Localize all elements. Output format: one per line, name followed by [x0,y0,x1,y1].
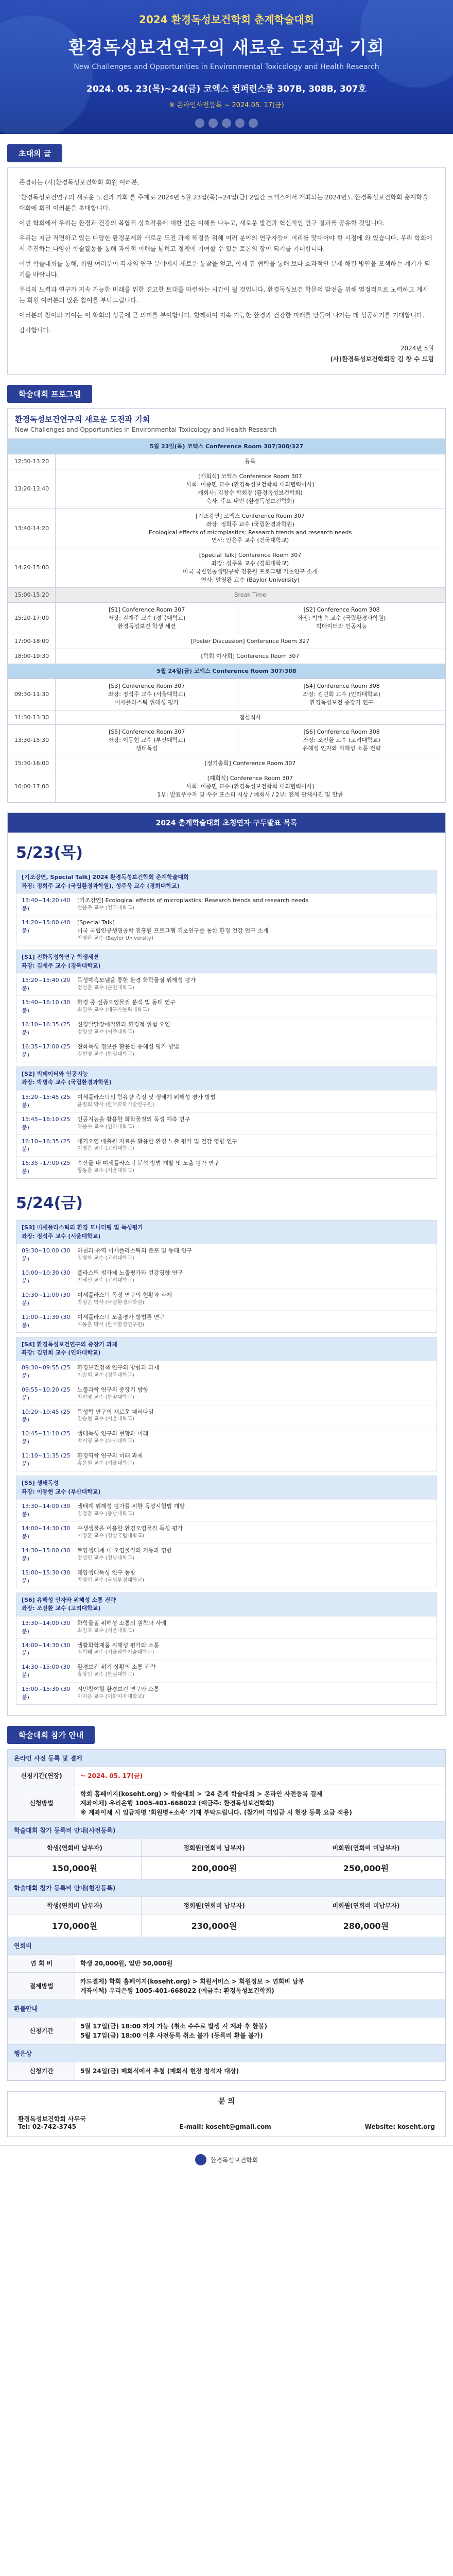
talk-title: 진화독성 정보를 활용한 유해성 평가 방법 [77,1043,180,1050]
talk-info [77,1269,431,1285]
talk-time: 11:10~11:35 (25분) [22,1452,71,1468]
contact-box [7,2091,446,2137]
table-header-row [8,1839,445,1857]
sponsor-logos [0,118,453,128]
talk-time: 13:30~14:00 (30분) [22,1503,71,1518]
talk-row [16,1310,437,1332]
session-heading: [기조강연, Special Talk] 2024 환경독성보건학회 춘계학술대회 좌장: 정희주 교수 (국립환경과학원), 성주욱 교수 (경희대학교) [16,870,437,893]
talk-time: 16:35~17:00 (25분) [22,1160,71,1175]
program-item: 점심식사 [56,710,445,725]
program-time: 17:00-18:00 [8,634,56,649]
session-heading: [S4] 환경독성보건연구의 중장기 과제 좌장: 김민회 교수 (인하대학교) [16,1337,437,1361]
talk-row [16,1244,437,1266]
program-item: [S3] Conference Room 307 좌장: 정석주 교수 (서울대학교) 미세플라스틱 위해성 평가 [56,679,238,710]
talk-time: 09:55~10:20 (25분) [22,1386,71,1401]
talk-row [16,1660,437,1682]
fee-value: 280,000원 [287,1914,445,1937]
invite-paragraph: 이번 학회에서 우리는 환경과 건강의 복합적 상호작용에 대한 깊은 이해를 나누고, 새로운 발견과 혁신적인 연구 결과를 공유할 것입니다. [19,219,385,227]
talk-info [77,1093,431,1110]
invite-paragraph: '환경독성보건연구의 새로운 도전과 기회'를 주제로 2024년 5월 23일(목)~24일(금) 2일간 코엑스에서 개최되는 2024년도 환경독성보건학회 춘계학술대회에 회원 여러분을 초대합니다. [19,194,428,212]
talk-title: [Special Talk] 미국 국립인공생명공학 진흥원 프로그램 기초연구를 통한 환경 건강 연구 소개 [77,919,269,934]
hero-banner [0,0,453,134]
talk-speaker: 홍상민 교수 (한림대학교) [77,1672,134,1678]
row-label: 연 회 비 [8,1955,75,1973]
talk-time: 15:45~16:10 (25분) [22,1115,71,1131]
talk-row [16,916,437,945]
talk-title: [기조강연] Ecological effects of microplastics: Research trends and research needs [77,897,308,904]
talk-time: 16:35~17:00 (25분) [22,1043,71,1058]
talk-info [77,1408,431,1425]
talk-title: 생태계 위해성 평가를 위한 독성시험법 개발 [77,1503,185,1510]
program-item: [개회식] 코엑스 Conference Room 307 사회: 이종민 교수 (환경독성보건학회 대외협력이사) 개회사: 김창수 학회장 (환경독성보건학회) 축사: 주요 내빈 (환경독성보건학회) [56,469,445,509]
talk-time: 15:00~15:30 (30분) [22,1686,71,1701]
fee-online-heading: 학술대회 참가 등록비 안내(사전등록) [8,1822,445,1839]
program-time: 16:00-17:00 [8,771,56,803]
talk-info [77,1386,431,1402]
program-row [8,469,445,509]
contact-tel: Tel: 02-742-3745 [18,2123,76,2131]
talk-title: 수생생물을 이용한 환경오염물질 독성 평가 [77,1525,183,1532]
session-block [16,1476,437,1588]
program-item: [정기총회] Conference Room 307 [56,756,445,771]
table-row [8,2062,445,2080]
talk-speaker: 안윤주 교수 (건국대학교) [77,905,134,911]
talk-info [77,976,431,993]
invited-talks [7,812,446,1716]
talk-title: 미세플라스틱의 함유량 측정 및 생태계 위해성 평가 방법 [77,1093,216,1100]
talk-speaker: 윤병희 박사 (한국과학기술연구원) [77,1101,154,1108]
talk-row [16,1112,437,1134]
talk-speaker: 김승현 교수 (서울대학교) [77,1416,134,1422]
table-row [8,1785,445,1822]
invite-paragraph: 우리는 지금 직면하고 있는 다양한 환경문제와 새로운 도전 과제 해결을 위해 여러 분야의 연구자들이 머리를 맞대어야 할 시점에 와 있습니다. 우리 학회에서 추진하는 다양한 학술활동을 통해 과학적 이해를 넓히고 정책에 기여할 수 있는 토론의 장이 되기를 기대합니다. [19,234,432,252]
fee-value: 150,000원 [8,1857,142,1879]
lucky-draw-table [8,2062,445,2080]
fee-header: 비회원(연회비 미납부자) [287,1897,445,1914]
invite-paragraph: 감사합니다. [19,327,51,334]
sponsor-logo-icon [222,118,231,128]
talk-info [77,896,431,913]
talk-speaker: 김기태 교수 (서울과학기술대학교) [77,1650,154,1656]
talk-title: 하천과 유역 미세플라스틱의 분포 및 동태 연구 [77,1247,192,1255]
talk-info [77,1291,431,1308]
program-time: 14:20-15:00 [8,548,56,588]
talk-speaker: 최진영 교수 (한양대학교) [77,1394,134,1400]
talk-info [77,1138,431,1154]
program-time: 11:30-13:30 [8,710,56,725]
sponsor-logo-icon [208,118,218,128]
session-block [16,950,437,1062]
invite-date: 2024년 5월 [400,345,434,352]
program-item: [S4] Conference Room 308 좌장: 김민회 교수 (인하대학교) 환경독성보건 중장기 연구 [238,679,445,710]
invite-paragraph: 존경하는 (사)환경독성보건학회 회원 여러분, [19,179,140,186]
fee-value: 230,000원 [141,1914,287,1937]
program-header [8,409,445,439]
talk-time: 15:20~15:40 (20분) [22,977,71,992]
program-item: Break Time [56,588,445,603]
registration-deadline: ※ 온라인사전등록 ~ 2024.05. 17(금) [169,101,284,109]
talk-row [16,1288,437,1310]
fee-header: 비회원(연회비 미납부자) [287,1839,445,1857]
program-row [8,454,445,469]
program-item: [S1] Conference Room 307 좌장: 김재주 교수 (경북대학교) 환경독성보건 학생 세션 [56,603,238,634]
program-row [8,634,445,649]
row-label: 결제방법 [8,1973,75,2000]
session-block [16,1337,437,1471]
fee-value: 170,000원 [8,1914,142,1937]
lucky-draw-value: 5월 24일(금) 폐회식에서 추첨 (폐회식 현장 참석자 대상) [75,2062,445,2080]
program-item: 등록 [56,454,445,469]
session-block [16,1592,437,1705]
talk-time: 14:00~14:30 (30분) [22,1641,71,1657]
talk-speaker: 정영선 교수 (여주대학교) [77,1029,134,1035]
program-row [8,756,445,771]
lucky-draw-heading: 행운상 [8,2045,445,2062]
invited-talks-heading: 2024 춘계학술대회 초청연자 구두발표 목록 [8,813,445,833]
program-row [8,771,445,803]
talk-speaker: 이영은 교수 (고려대학교) [77,1146,134,1152]
program-item: [학회 이사회] Conference Room 307 [56,649,445,664]
talk-info [77,1452,431,1468]
talk-speaker: 최진우 교수 (대구가톨릭대학교) [77,1007,149,1013]
talk-time: 15:20~15:45 (25분) [22,1093,71,1109]
talk-row [16,1427,437,1449]
program-row [8,725,445,756]
talk-row [16,1544,437,1566]
talk-speaker: 이지은 교수 (이화여자대학교) [77,1694,145,1700]
program-item: [S2] Conference Room 308 좌장: 박병숙 교수 (국립환경과학원) 빅데이터와 인공지능 [238,603,445,634]
talk-time: 14:00~14:30 (30분) [22,1525,71,1540]
talk-speaker: 박성준 박사 (국립환경과학원) [77,1299,145,1306]
talk-speaker: 박경민 교수 (국립부경대학교) [77,1577,145,1583]
talk-title: 생활화학제품 위해성 평가와 소통 [77,1641,160,1649]
program-title: 환경독성보건연구의 새로운 도전과 기회 [15,415,150,424]
talk-title: 토양생태계 내 오염물질의 거동과 영향 [77,1547,172,1554]
program-day-label: 5월 24일(금) 코엑스 Conference Room 307/308 [8,664,445,679]
talk-title: 플라스틱 첨가제 노출평가와 건강영향 연구 [77,1269,183,1277]
talk-row [16,1638,437,1660]
event-date: 2024. 05. 23(목)~24(금) 코엑스 컨퍼런스룸 307B, 308B, 307호 [86,84,367,94]
talk-title: 수산물 내 미세플라스틱 분석 방법 개발 및 노출 평가 연구 [77,1160,219,1167]
talk-time: 13:40~14:20 (40분) [22,897,71,912]
talk-speaker: 박지영 교수 (부산대학교) [77,1438,134,1445]
talk-title: 생태독성 연구의 현황과 미래 [77,1430,149,1437]
program-row [8,649,445,664]
talk-time: 15:40~16:10 (30분) [22,999,71,1014]
talk-title: 환경보건 위기 상황의 소통 전략 [77,1664,156,1671]
talk-row [16,1156,437,1178]
talk-info [77,1115,431,1132]
program-item: [Poster Discussion] Conference Room 327 [56,634,445,649]
program-time: 18:00-19:30 [8,649,56,664]
talk-info [77,1159,431,1176]
talk-speaker: 하종수 교수 (인하대학교) [77,1124,134,1130]
talk-speaker: 안영완 교수 (Baylor University) [77,935,153,941]
talk-time: 15:00~15:30 (30분) [22,1569,71,1584]
fee-onsite-heading: 학술대회 참가 등록비 안내(현장등록) [8,1879,445,1896]
program-time: 15:20-17:00 [8,603,56,634]
talk-info [77,919,431,942]
program-time: 13:20-13:40 [8,469,56,509]
contact-org: 환경독성보건학회 사무국 [18,2115,86,2123]
talk-info [77,1547,431,1563]
talk-time: 10:00~10:30 (30분) [22,1269,71,1285]
annual-fee-table [8,1954,445,2000]
event-subtitle: New Challenges and Opportunities in Environmental Toxicology and Health Research [74,63,379,71]
contact-row [8,2110,445,2137]
program-row [8,603,445,634]
table-row [8,1973,445,2000]
talk-row [16,1018,437,1040]
talk-row [16,1499,437,1521]
day2-sessions [8,1220,445,1705]
table-row [8,1914,445,1937]
table-row [8,1857,445,1879]
contact-title: 문 의 [218,2097,235,2106]
talk-info [77,1641,431,1658]
talk-title: 시민참여형 환경보건 연구와 소통 [77,1686,160,1693]
talk-time: 14:30~15:00 (30분) [22,1664,71,1679]
talk-title: 화학물질 위해성 소통의 원칙과 사례 [77,1619,167,1626]
row-label: 신청기간 [8,2062,75,2080]
talk-time: 11:00~11:30 (30분) [22,1313,71,1329]
talk-time: 13:30~14:00 (30분) [22,1619,71,1635]
talk-title: 환경 중 신종오염물질 분석 및 동태 연구 [77,999,176,1006]
fee-header: 학생(연회비 납부자) [8,1897,142,1914]
talk-title: 노출과학 연구의 중장기 방향 [77,1386,149,1393]
program-time: 09:30-11:30 [8,679,56,710]
talk-row [16,973,437,995]
day1-sessions [8,870,445,1179]
talk-row [16,893,437,916]
talk-speaker: 정성훈 교수 (순천대학교) [77,985,134,991]
talk-time: 09:30~09:55 (25분) [22,1364,71,1379]
session-heading: [S3] 미세플라스틱의 환경 모니터링 및 독성평가 좌장: 정석주 교수 (서울대학교) [16,1221,437,1244]
online-registration-heading: 온라인 사전 등록 및 결제 [8,1750,445,1767]
program-time: 15:00-15:20 [8,588,56,603]
talk-info [77,1430,431,1446]
program-day-row [8,664,445,679]
talk-info [77,1313,431,1330]
program-time: 15:30-16:00 [8,756,56,771]
talk-row [16,1040,437,1062]
session-heading: [S6] 유해성 인자와 위해성 소통 전략 좌장: 조진환 교수 (고려대학교) [16,1593,437,1616]
talk-time: 14:20~15:00 (40분) [22,919,71,934]
talk-speaker: 최경호 교수 (서울대학교) [77,1628,134,1634]
talk-row [16,1090,437,1112]
session-block [16,1066,437,1179]
program-item: [기조강연] 코엑스 Conference Room 307 좌장: 정희주 교수 (국립환경과학원) Ecological effects of microplastics: Research trends and research needs 연사: 안윤주 교수 (건국대학교) [56,509,445,548]
refund-heading: 환불안내 [8,2000,445,2017]
talk-time: 16:10~16:35 (25분) [22,1021,71,1036]
refund-value: 5월 17일(금) 18:00 까지 가능 (취소 수수료 발생 시 계좌 후 환불) 5월 17일(금) 18:00 이후 사전등록 취소 불가 (등록비 환불 불가) [75,2018,445,2045]
talk-speaker: 홍윤철 교수 (서울대학교) [77,1461,134,1467]
contact-website[interactable]: Website: koseht.org [364,2123,435,2131]
program-row [8,548,445,588]
row-label: 신청기간(연장) [8,1767,75,1785]
program-item: [S5] Conference Room 307 좌장: 이동현 교수 (부산대학교) 생태독성 [56,725,238,756]
talk-row [16,1405,437,1427]
registration-period: ~ 2024. 05. 17(금) [75,1767,445,1785]
table-row [8,1767,445,1785]
talk-time: 16:10~16:35 (25분) [22,1138,71,1153]
talk-speaker: 김병화 교수 (고려대학교) [77,1256,134,1262]
program-day-row [8,439,445,454]
decoration-circle [360,0,453,88]
talk-info [77,998,431,1015]
program-table [8,439,445,803]
event-label: 2024 환경독성보건학회 춘계학술대회 [138,13,315,26]
talk-info [77,1364,431,1380]
talk-speaker: 전혜선 교수 (고려대학교) [77,1278,134,1284]
row-label: 신청기간 [8,2018,75,2045]
talk-speaker: 이승희 교수 (경북대학교) [77,1372,134,1378]
refund-table [8,2017,445,2045]
registration-method: 학회 홈페이지(koseht.org) > 학술대회 > '24 춘계 학술대회 > 온라인 사전등록 결제 계좌이체) 우리은행 1005-401-668022 (예금주: 환경독성보건학회) ※ 계좌이체 시 입금자명 '회원명+소속' 기재 부탁드립니다. (참가비 미입금 시 현장 등록 요금 적용) [75,1785,445,1822]
talk-row [16,1361,437,1383]
invitation-letter [7,167,446,375]
fee-onsite-table [8,1896,445,1937]
program-item: [Special Talk] Conference Room 307 좌장: 성주욱 교수 (경희대학교) 미국 국립인공생명공학 진흥원 프로그램 기초연구 소개 연사: 안영완 교수 (Baylor University) [56,548,445,588]
talk-row [16,1566,437,1588]
session-heading: [S5] 생태독성 좌장: 이동현 교수 (부산대학교) [16,1476,437,1499]
program-row [8,509,445,548]
talk-time: 10:45~11:10 (25분) [22,1430,71,1446]
talk-info [77,1685,431,1702]
program-day-label: 5월 23일(목) 코엑스 Conference Room 307/308/327 [8,439,445,454]
table-row [8,2018,445,2045]
fee-header: 학생(연회비 납부자) [8,1839,142,1857]
program-table-wrapper [7,408,446,803]
talk-title: 환경역학 연구의 미래 과제 [77,1452,143,1460]
section-heading-program: 학술대회 프로그램 [7,385,92,403]
invite-signature: (사)환경독성보건학회장 김 창 수 드림 [330,355,434,363]
annual-fee-heading: 연회비 [8,1937,445,1954]
table-row [8,1955,445,1973]
footer-society-name: 환경독성보건학회 [210,2156,258,2164]
talk-info [77,1569,431,1585]
invite-paragraph: 여러분의 참여와 기여는 이 학회의 성공에 큰 의미를 부여합니다. 함께하여 지속 가능한 환경과 건강한 미래를 만들어 나가는 데 성공하기를 기대합니다. [19,312,425,319]
row-label: 신청방법 [8,1785,75,1822]
sponsor-logo-icon [235,118,245,128]
program-row [8,679,445,710]
talk-title: 인공지능을 활용한 화학물질의 독성 예측 연구 [77,1115,190,1123]
talk-info [77,1021,431,1037]
fee-online-table [8,1839,445,1879]
session-heading: [S2] 빅데이터와 인공지능 좌장: 박병숙 교수 (국립환경과학원) [16,1067,437,1090]
talk-time: 10:20~10:45 (25분) [22,1408,71,1423]
invited-day-heading: 5/24(금) [16,1194,83,1213]
talk-title: 독성예측모델을 통한 환경 화학물질 위해성 평가 [77,977,196,984]
program-subtitle: New Challenges and Opportunities in Environmental Toxicology and Health Research [15,426,277,433]
talk-row [16,995,437,1018]
annual-fee-value: 학생 20,000원, 일반 50,000원 [75,1955,445,1973]
fee-header: 정회원(연회비 납부자) [141,1839,287,1857]
contact-org-block [18,2114,86,2130]
fee-header: 정회원(연회비 납부자) [141,1897,287,1914]
talk-row [16,1616,437,1638]
program-time: 12:30-13:20 [8,454,56,469]
talk-row [16,1682,437,1704]
program-row [8,710,445,725]
invited-day-heading: 5/23(목) [16,844,83,862]
talk-info [77,1247,431,1263]
sponsor-logo-icon [195,118,204,128]
session-block [16,1220,437,1333]
talk-title: 미세플라스틱 독성 연구의 현황과 과제 [77,1292,172,1298]
talk-time: 09:30~10:00 (30분) [22,1247,71,1263]
payment-method: 카드결제) 학회 홈페이지(koseht.org) > 회원서비스 > 회원정보 > 연회비 납부 계좌이체) 우리은행 1005-401-668022 (예금주: 환경독성보건학회) [75,1973,445,2000]
program-item: [폐회식] Conference Room 307 사회: 이종민 교수 (환경독성보건학회 대외협력이사) 1부: 발표우수자 및 우수 포스터 시상 / 폐회사 / 2부: 전체 단체사진 및 만찬 [56,771,445,803]
event-title: 환경독성보건연구의 새로운 도전과 기회 [68,38,385,58]
talk-title: 신경발달장애질환과 환경적 위험 요인 [77,1021,170,1028]
invite-paragraph: 이번 학술대회를 통해, 회원 여러분이 각자의 연구 분야에서 새로운 통찰을 얻고, 학제 간 협력을 통해 보다 효과적인 문제 해결 방안을 모색하는 계기가 되기를 바랍니다. [19,260,430,278]
talk-speaker: 황동훈 교수 (서울대학교) [77,1168,134,1174]
program-item: [S6] Conference Room 308 좌장: 조진환 교수 (고려대학교) 유해성 인자와 위해성 소통 전략 [238,725,445,756]
talk-row [16,1521,437,1544]
fee-value: 250,000원 [287,1857,445,1879]
talk-info [77,1524,431,1541]
talk-speaker: 김현영 교수 (한림대학교) [77,1051,134,1057]
program-time: 13:40-14:20 [8,509,56,548]
online-registration-table [8,1767,445,1822]
talk-title: 해양생태독성 연구 동향 [77,1569,136,1576]
talk-row [16,1383,437,1405]
footer [0,2145,453,2174]
talk-speaker: 이정훈 교수 (경상국립대학교) [77,1533,145,1539]
contact-email[interactable]: E-mail: koseht@gmail.com [179,2123,271,2131]
talk-row [16,1134,437,1157]
invite-paragraph: 우리의 노력과 연구가 지속 가능한 미래를 위한 견고한 토대를 마련하는 시간이 될 것입니다. 환경독성보건 학문의 발전을 위해 열정적으로 노력하고 계시는 회원 여러분의 많은 참여를 부탁드립니다. [19,286,428,304]
session-heading: [S1] 진화독성학연구 학생세션 좌장: 김재주 교수 (경북대학교) [16,950,437,973]
talk-title: 대기오염 배출원 자료를 활용한 환경 노출 평가 및 건강 영향 연구 [77,1138,238,1145]
sponsor-logo-icon [249,118,258,128]
program-time: 13:30-15:30 [8,725,56,756]
talk-speaker: 김정훈 교수 (충남대학교) [77,1511,134,1517]
table-header-row [8,1897,445,1914]
section-heading-registration: 학술대회 참가 안내 [7,1726,95,1744]
talk-title: 독성학 연구의 새로운 패러다임 [77,1408,154,1415]
program-row [8,588,445,603]
talk-title: 미세플라스틱 노출평가 방법론 연구 [77,1313,165,1320]
talk-info [77,1619,431,1636]
talk-title: 환경보건정책 연구의 방향과 과제 [77,1364,160,1371]
talk-speaker: 정성민 교수 (전남대학교) [77,1555,134,1561]
fee-value: 200,000원 [141,1857,287,1879]
talk-row [16,1449,437,1471]
registration-info [7,1749,446,2081]
session-block [16,870,437,945]
talk-info [77,1043,431,1059]
talk-time: 14:30~15:00 (30분) [22,1547,71,1562]
talk-info [77,1502,431,1519]
talk-speaker: 이동훈 박사 (한국환경연구원) [77,1321,145,1328]
section-heading-invite: 초대의 글 [7,144,62,162]
talk-row [16,1266,437,1288]
society-logo-icon [195,2154,206,2165]
talk-info [77,1663,431,1680]
talk-time: 10:30~11:00 (30분) [22,1292,71,1307]
